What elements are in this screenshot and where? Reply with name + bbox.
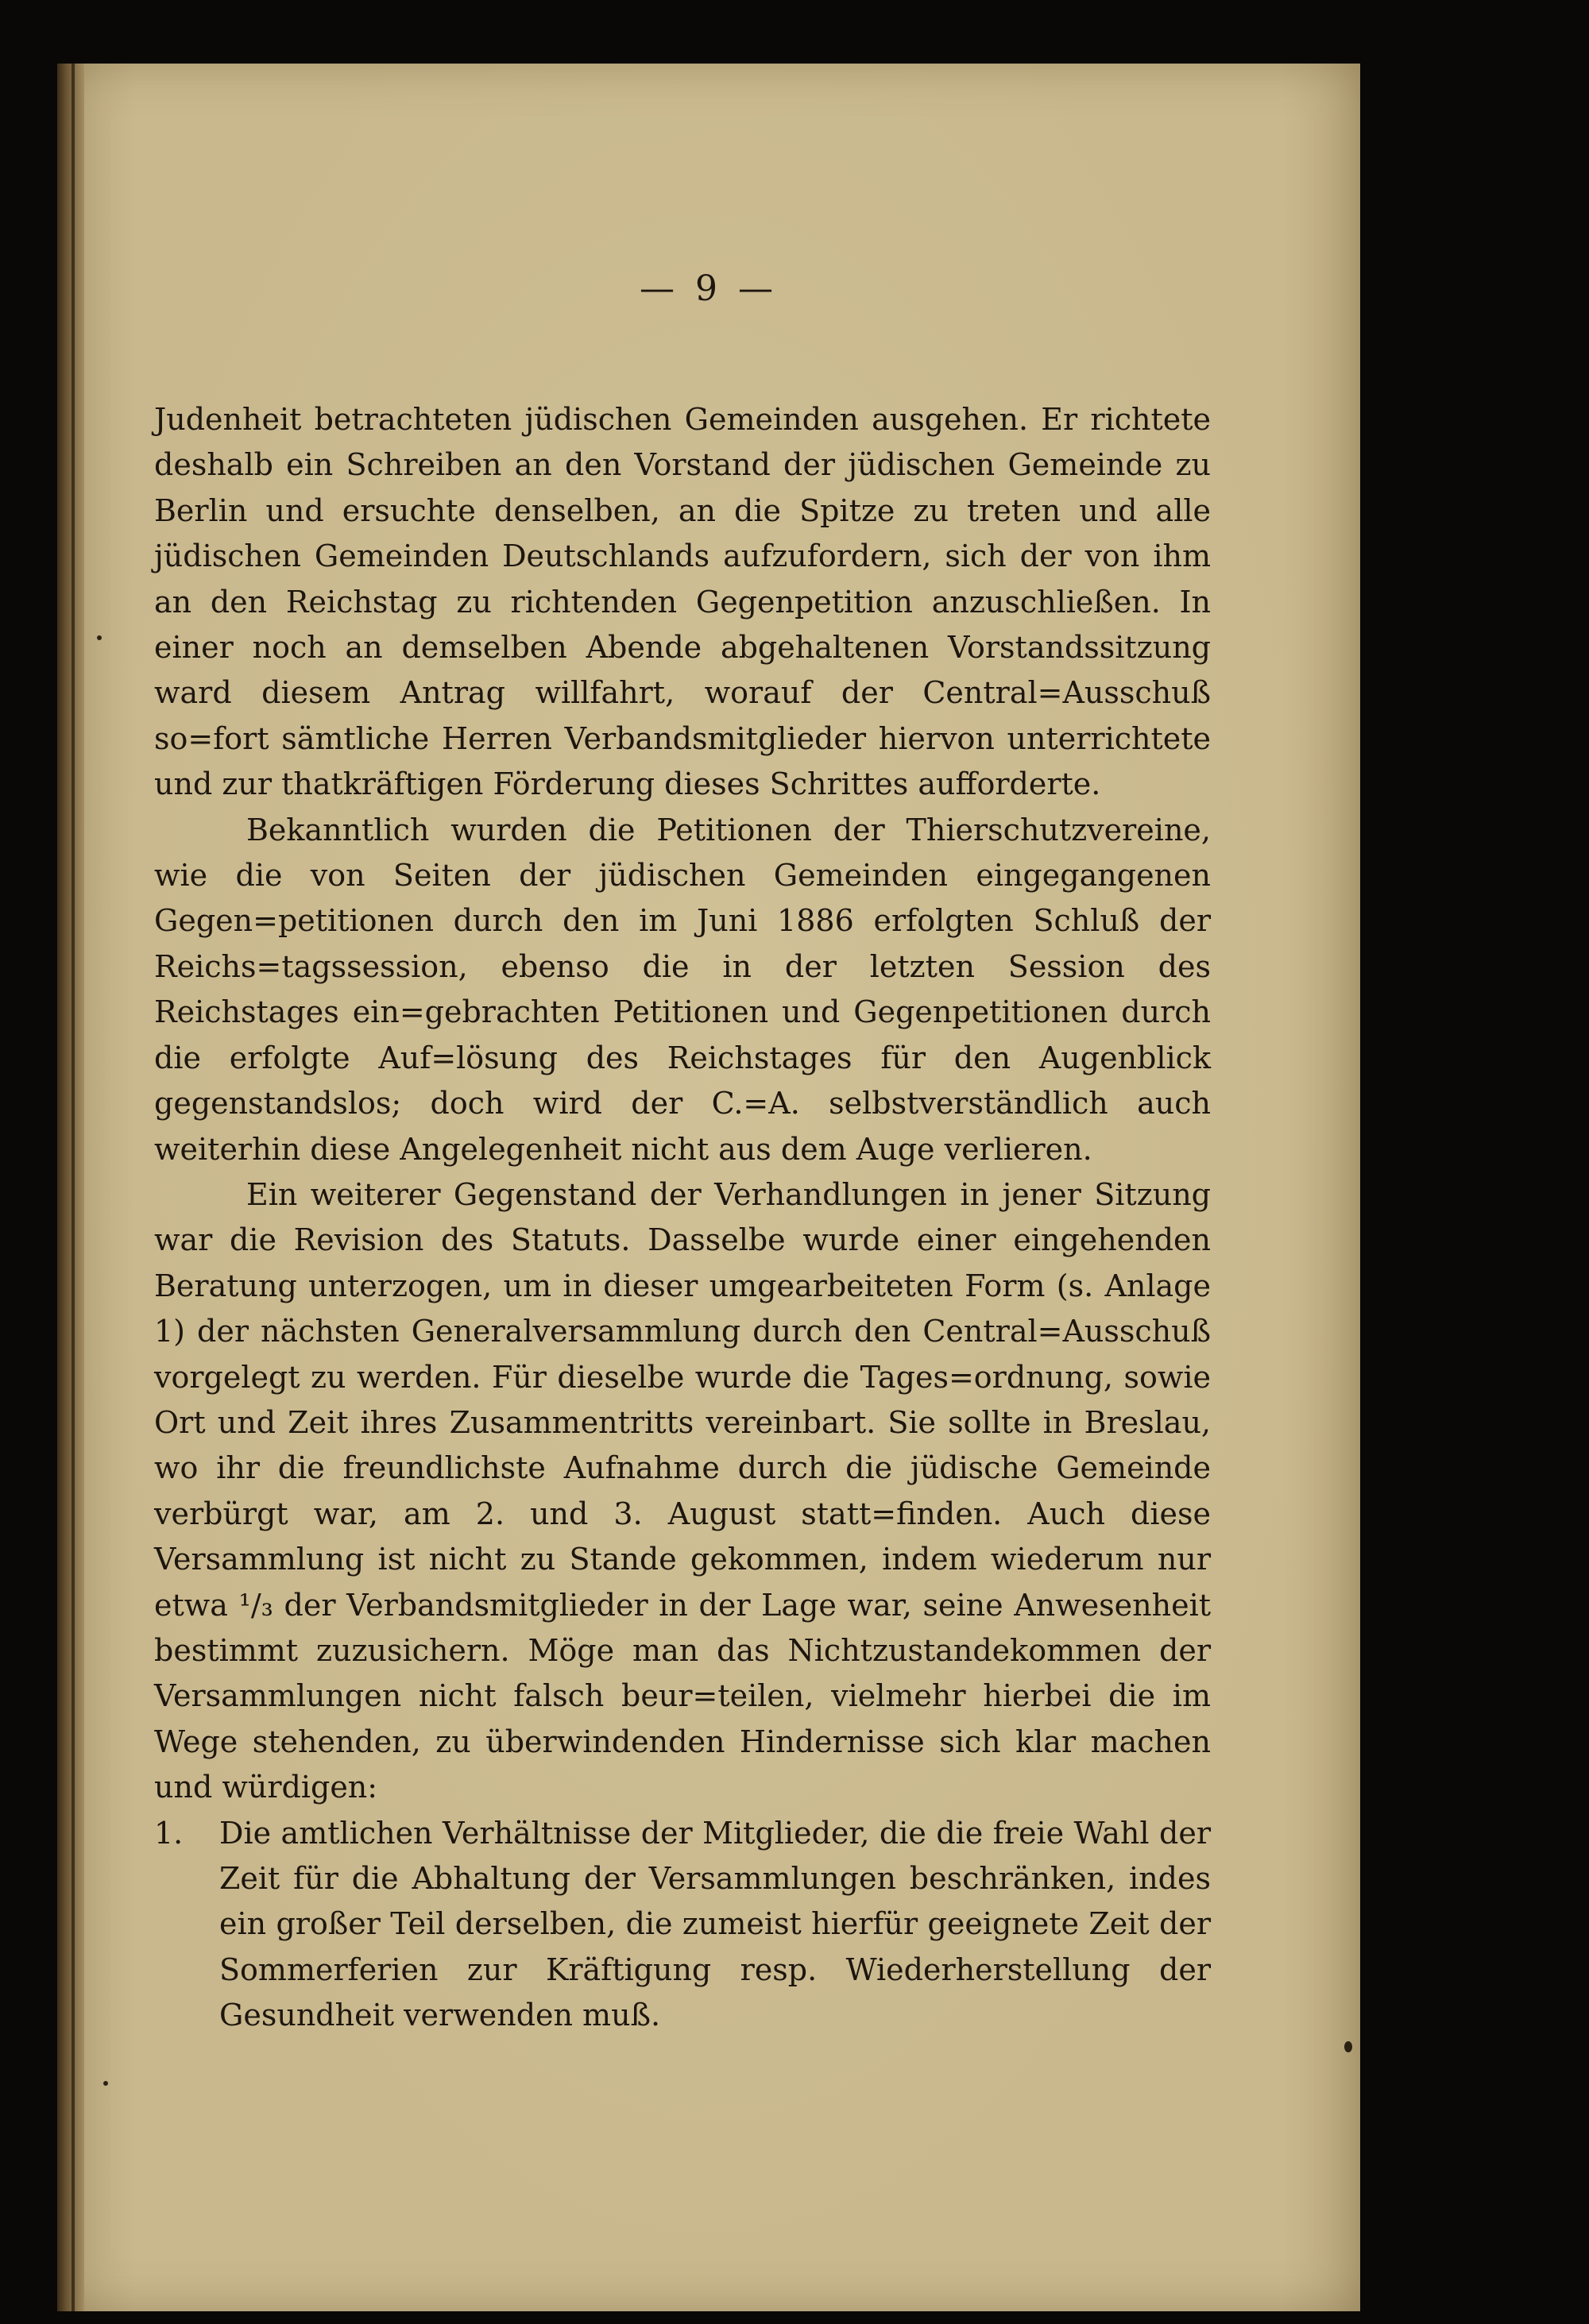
list-item: [154, 1811, 1211, 2039]
list-item-number: 1.: [154, 1815, 184, 1851]
ink-speck: [1344, 2041, 1352, 2052]
paragraph-3: Ein weiterer Gegenstand der Verhandlungen in jener Sitzung war die Revision des Statuts. Dasselbe wurde einer eingehenden Beratung unterzogen, um in dieser umgearbeiteten Form (s. Anlage 1) der nächsten Generalversammlung durch den Central=Ausschuß vorgelegt zu werden. Für dieselbe wurde die Tages=ordnung, sowie Ort und Zeit ihres Zusammentritts vereinbart. Sie sollte in Breslau, wo ihr die freundlichste Aufnahme durch die jüdische Gemeinde verbürgt war, am 2. und 3. August statt=finden. Auch diese Versammlung ist nicht zu Stande gekommen, indem wiederum nur etwa ¹/₃ der Verbandsmitglieder in der Lage war, seine Anwesenheit bestimmt zuzusichern. Möge man das Nichtzustandekommen der Versammlungen nicht falsch beur=teilen, vielmehr hierbei die im Wege stehenden, zu überwindenden Hindernisse sich klar machen und würdigen:: [154, 1176, 1211, 1805]
ink-speck: [103, 2081, 108, 2086]
page-gutter: [57, 64, 84, 2311]
page-number: — 9 —: [640, 268, 778, 309]
book-page: [57, 64, 1360, 2311]
paragraph-1: Judenheit betrachteten jüdischen Gemeinden ausgehen. Er richtete deshalb ein Schreiben an den Vorstand der jüdischen Gemeinde zu Berlin und ersuchte denselben, an die Spitze zu treten und alle jüdischen Gemeinden Deutschlands aufzufordern, sich der von ihm an den Reichstag zu richtenden Gegenpetition anzuschließen. In einer noch an demselben Abende abgehaltenen Vorstandssitzung ward diesem Antrag willfahrt, worauf der Central=Ausschuß so=fort sämtliche Herren Verbandsmitglieder hiervon unterrichtete und zur thatkräftigen Förderung dieses Schrittes aufforderte.: [154, 402, 1211, 802]
ink-speck: [97, 635, 102, 640]
body-text: [154, 397, 1211, 2039]
list-item-text: Die amtlichen Verhältnisse der Mitglieder, die die freie Wahl der Zeit für die Abhaltung der Versammlungen beschränken, indes ein großer Teil derselben, die zumeist hierfür geeignete Zeit der Sommerferien zur Kräftigung resp. Wiederherstellung der Gesundheit verwenden muß.: [219, 1815, 1211, 2033]
paragraph-2: Bekanntlich wurden die Petitionen der Thierschutzvereine, wie die von Seiten der jüdischen Gemeinden eingegangenen Gegen=petitionen durch den im Juni 1886 erfolgten Schluß der Reichs=tagssession, ebenso die in der letzten Session des Reichstages ein=gebrachten Petitionen und Gegenpetitionen durch die erfolgte Auf=lösung des Reichstages für den Augenblick gegenstandslos; doch wird der C.=A. selbstverständlich auch weiterhin diese Angelegenheit nicht aus dem Auge verlieren.: [154, 812, 1211, 1167]
gutter-line: [72, 64, 75, 2311]
